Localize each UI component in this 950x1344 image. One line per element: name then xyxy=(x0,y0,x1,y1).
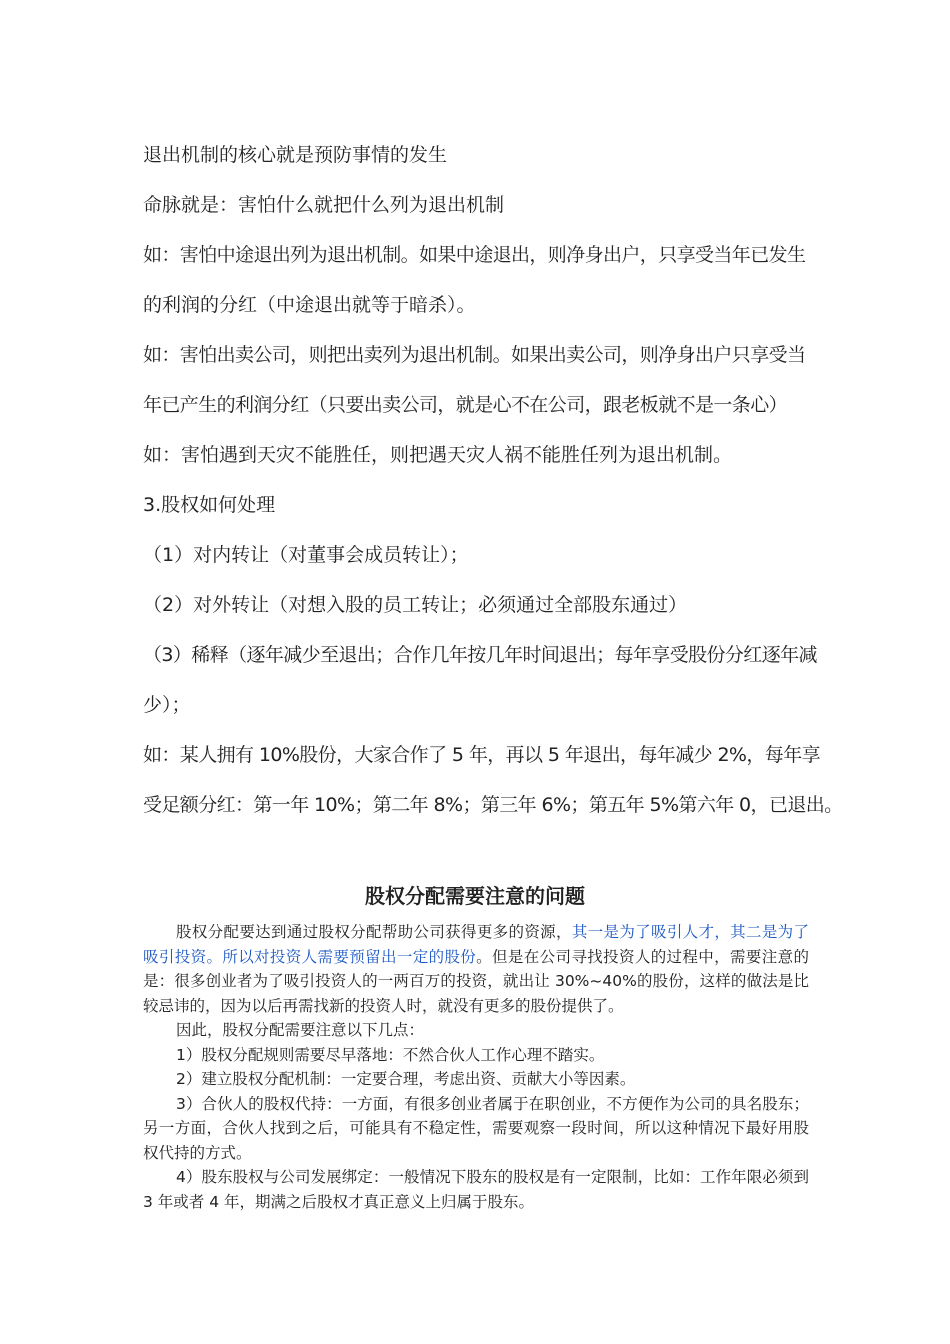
text-line: 少）； xyxy=(143,694,191,716)
text-line: 年已产生的利润分红（只要出卖公司，就是心不在公司，跟老板就不是一条心） xyxy=(143,394,788,416)
text-line: 命脉就是：害怕什么就把什么列为退出机制 xyxy=(143,194,505,216)
point-item: 2）建立股权分配机制：一定要合理，考虑出资、贡献大小等因素。 xyxy=(176,1070,636,1088)
text-line: 如：害怕出卖公司，则把出卖列为退出机制。如果出卖公司，则净身出户只享受当 xyxy=(143,344,806,366)
text-line: （1）对内转让（对董事会成员转让）； xyxy=(143,544,469,566)
text-line: 的利润的分红（中途退出就等于暗杀）。 xyxy=(143,294,476,316)
highlighted-text: 其一是为了吸引人才，其二是为了吸引投资。所以对投资人需要预留出一定的股份 xyxy=(143,923,809,966)
points-intro: 因此，股权分配需要注意以下几点： xyxy=(176,1021,425,1039)
text-line: 如：害怕中途退出列为退出机制。如果中途退出，则净身出户，只享受当年已发生 xyxy=(143,244,806,266)
intro-text: 股权分配要达到通过股权分配帮助公司获得更多的资源， xyxy=(176,923,572,941)
intro-paragraph xyxy=(143,920,809,1018)
text-line: 3.股权如何处理 xyxy=(143,494,276,516)
text-line: （2）对外转让（对想入股的员工转让；必须通过全部股东通过） xyxy=(143,594,688,616)
text-line: 受足额分红：第一年 10%；第二年 8%；第三年 6%；第五年 5%第六年 0，已退出。 xyxy=(143,794,843,816)
text-line: 如：某人拥有 10%股份，大家合作了 5 年，再以 5 年退出，每年减少 2%，每年享 xyxy=(143,744,820,766)
text-line: 如：害怕遇到天灾不能胜任，则把遇天灾人祸不能胜任列为退出机制。 xyxy=(143,444,733,466)
text-line: 退出机制的核心就是预防事情的发生 xyxy=(143,144,448,166)
intro-text-continued: 。但是在公司寻找投资人的过程中，需要注意的是：很多创业者为了吸引投资人的一两百万的投资，就出让 30%~40%的股份，这样的做法是比较忌讳的，因为以后再需找新的投资人时，就没有更多的股份提供了。 xyxy=(143,947,809,1015)
equity-allocation-section xyxy=(143,920,809,1214)
point-item: 1）股权分配规则需要尽早落地：不然合伙人工作心理不踏实。 xyxy=(176,1045,605,1064)
text-line: （3）稀释（逐年减少至退出；合作几年按几年时间退出；每年享受股份分红逐年减 xyxy=(143,644,817,666)
exit-mechanism-section xyxy=(143,130,843,830)
point-item: 3）合伙人的股权代持：一方面，有很多创业者属于在职创业，不方便作为公司的具名股东；另一方面，合伙人找到之后，可能具有不稳定性，需要观察一段时间，所以这种情况下最好用股权代持的方式。 xyxy=(143,1094,809,1162)
point-item: 4）股东股权与公司发展绑定：一般情况下股东的股权是有一定限制，比如：工作年限必须到 3 年或者 4 年，期满之后股权才真正意义上归属于股东。 xyxy=(143,1168,809,1211)
section-title: 股权分配需要注意的问题 xyxy=(365,884,585,908)
